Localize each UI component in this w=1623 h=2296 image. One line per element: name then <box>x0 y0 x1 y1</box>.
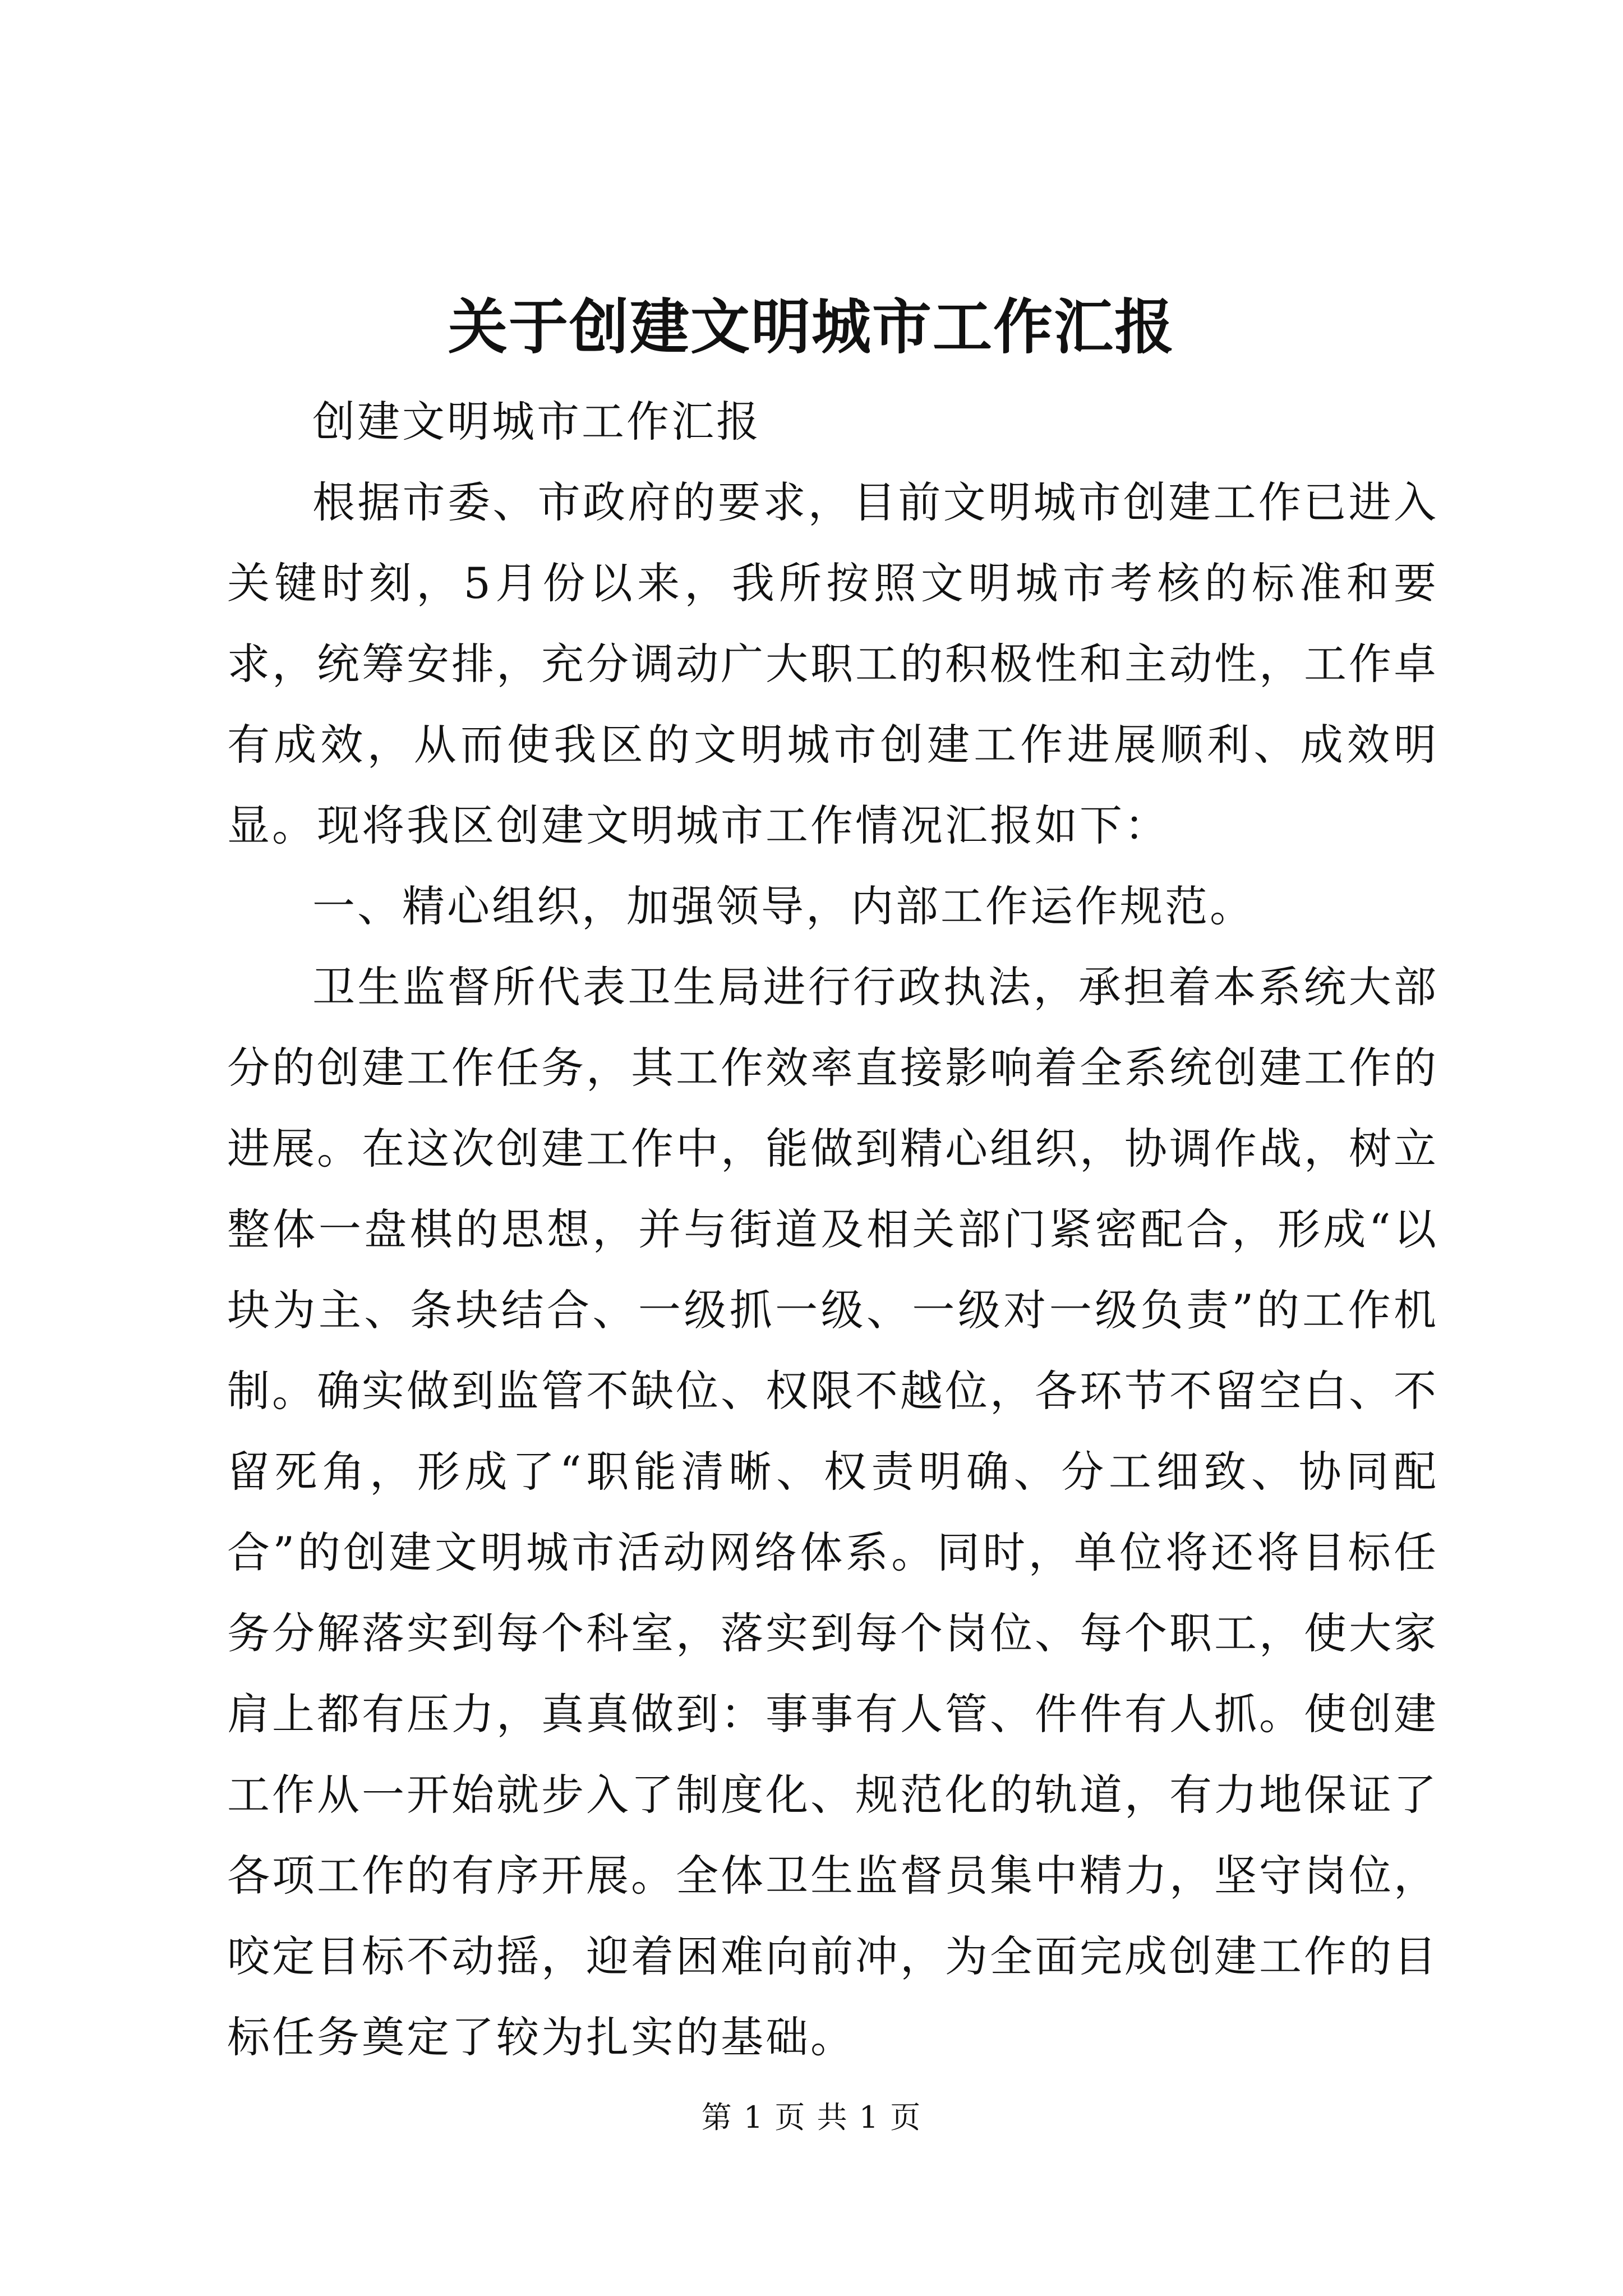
paragraph-section-one: 卫生监督所代表卫生局进行行政执法，承担着本系统大部分的创建工作任务，其工作效率直接影响着全系统创建工作的进展。在这次创建工作中，能做到精心组织，协调作战，树立整体一盘棋的思想，并与街道及相关部门紧密配合，形成“以块为主、条块结合、一级抓一级、一级对一级负责”的工作机制。确实做到监管不缺位、权限不越位，各环节不留空白、不留死角，形成了“职能清晰、权责明确、分工细致、协同配合”的创建文明城市活动网络体系。同时，单位将还将目标任务分解落实到每个科室，落实到每个岗位、每个职工，使大家肩上都有压力，真真做到：事事有人管、件件有人抓。使创建工作从一开始就步入了制度化、规范化的轨道，有力地保证了各项工作的有序开展。全体卫生监督员集中精力，坚守岗位，咬定目标不动摇，迎着困难向前冲，为全面完成创建工作的目标任务奠定了较为扎实的基础。 <box>227 962 1438 2062</box>
document-title: 关于创建文明城市工作汇报 <box>448 292 1175 362</box>
paragraph-intro: 根据市委、市政府的要求，目前文明城市创建工作已进入关键时刻，5月份以来，我所按照文明城市考核的标准和要求，统筹安排，充分调动广大职工的积极性和主动性，工作卓有成效，从而使我区的文明城市创建工作进展顺利、成效明显。现将我区创建文明城市工作情况汇报如下： <box>227 477 1438 850</box>
document-subtitle: 创建文明城市工作汇报 <box>312 397 761 447</box>
section-heading-one: 一、精心组织，加强领导，内部工作运作规范。 <box>312 881 1255 931</box>
page-footer: 第 1 页 共 1 页 <box>701 2100 922 2135</box>
document-body <box>227 381 1438 2078</box>
